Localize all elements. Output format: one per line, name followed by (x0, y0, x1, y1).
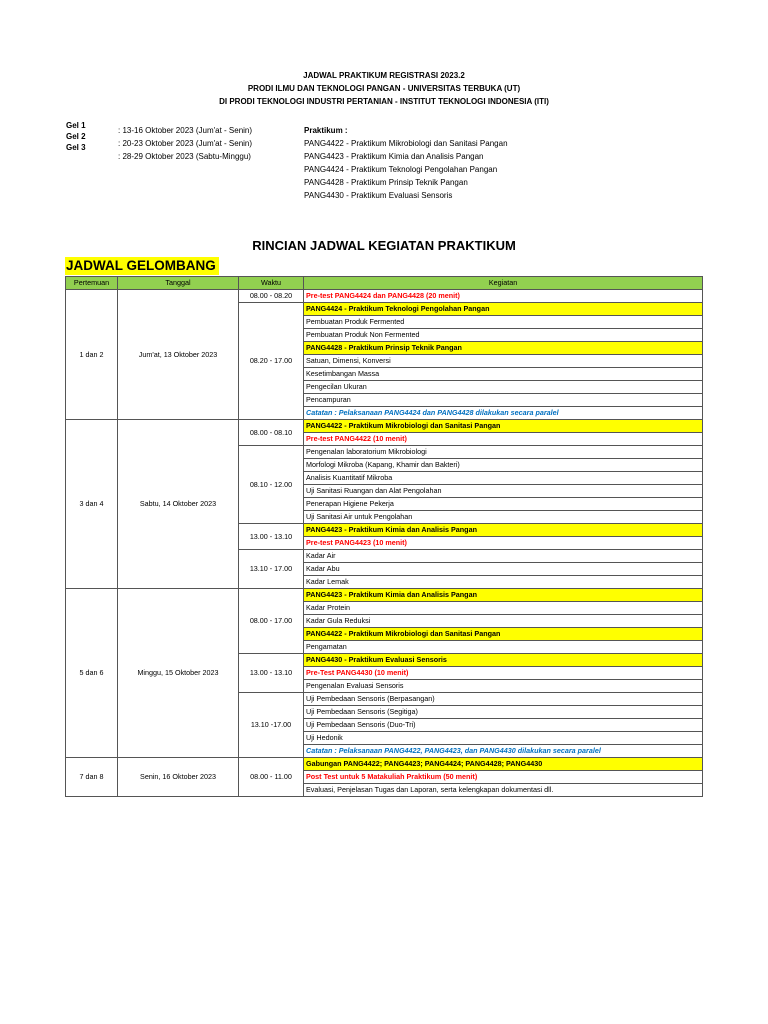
kegiatan-cell: Pre-Test PANG4430 (10 menit) (304, 667, 703, 680)
praktikum-item: PANG4428 - Praktikum Prinsip Teknik Pangan (304, 178, 468, 187)
waktu-cell: 08.00 - 17.00 (239, 589, 304, 654)
kegiatan-cell: Kadar Lemak (304, 576, 703, 589)
waktu-cell: 13.10 -17.00 (239, 693, 304, 758)
pertemuan-cell: 3 dan 4 (66, 420, 118, 589)
col-header-tanggal: Tanggal (118, 277, 239, 290)
kegiatan-cell: Pre-test PANG4424 dan PANG4428 (20 menit) (304, 290, 703, 303)
kegiatan-cell: Kesetimbangan Massa (304, 368, 703, 381)
praktikum-item: PANG4424 - Praktikum Teknologi Pengolahan Pangan (304, 165, 498, 174)
table-row (66, 290, 703, 303)
kegiatan-cell: PANG4424 - Praktikum Teknologi Pengolahan Pangan (304, 303, 703, 316)
kegiatan-cell: Kadar Protein (304, 602, 703, 615)
pertemuan-cell: 7 dan 8 (66, 758, 118, 797)
kegiatan-cell: Uji Pembedaan Sensoris (Segitiga) (304, 706, 703, 719)
kegiatan-cell: Pembuatan Produk Non Fermented (304, 329, 703, 342)
kegiatan-cell: Kadar Abu (304, 563, 703, 576)
kegiatan-cell: Pengecilan Ukuran (304, 381, 703, 394)
waktu-cell: 08.10 - 12.00 (239, 446, 304, 524)
kegiatan-cell: PANG4422 - Praktikum Mikrobiologi dan Sanitasi Pangan (304, 420, 703, 433)
waktu-cell: 08.00 - 11.00 (239, 758, 304, 797)
rincian-title: RINCIAN JADWAL KEGIATAN PRAKTIKUM (252, 238, 516, 253)
tanggal-cell: Sabtu, 14 Oktober 2023 (118, 420, 239, 589)
kegiatan-cell: Morfologi Mikroba (Kapang, Khamir dan Bakteri) (304, 459, 703, 472)
kegiatan-cell: Analisis Kuantitatif Mikroba (304, 472, 703, 485)
gel-1-label: Gel 1 (66, 121, 86, 130)
kegiatan-cell: Catatan : Pelaksanaan PANG4422, PANG4423, dan PANG4430 dilakukan secara paralel (304, 745, 703, 758)
col-header-waktu: Waktu (239, 277, 304, 290)
kegiatan-cell: Uji Pembedaan Sensoris (Berpasangan) (304, 693, 703, 706)
kegiatan-cell: Pengenalan laboratorium Mikrobiologi (304, 446, 703, 459)
kegiatan-cell: Gabungan PANG4422; PANG4423; PANG4424; PANG4428; PANG4430 (304, 758, 703, 771)
gel-2-label: Gel 2 (66, 132, 86, 141)
tanggal-cell: Senin, 16 Oktober 2023 (118, 758, 239, 797)
kegiatan-cell: Pembuatan Produk Fermented (304, 316, 703, 329)
kegiatan-cell: Post Test untuk 5 Matakuliah Praktikum (50 menit) (304, 771, 703, 784)
tanggal-cell: Jum'at, 13 Oktober 2023 (118, 290, 239, 420)
waktu-cell: 08.00 - 08.10 (239, 420, 304, 446)
pertemuan-cell: 5 dan 6 (66, 589, 118, 758)
kegiatan-cell: Kadar Air (304, 550, 703, 563)
kegiatan-cell: Uji Sanitasi Air untuk Pengolahan (304, 511, 703, 524)
gel-3-date: : 28-29 Oktober 2023 (Sabtu-Minggu) (118, 152, 251, 161)
pertemuan-cell: 1 dan 2 (66, 290, 118, 420)
kegiatan-cell: Uji Pembedaan Sensoris (Duo-Tri) (304, 719, 703, 732)
kegiatan-cell: PANG4423 - Praktikum Kimia dan Analisis Pangan (304, 589, 703, 602)
waktu-cell: 13.00 - 13.10 (239, 524, 304, 550)
kegiatan-cell: Penerapan Higiene Pekerja (304, 498, 703, 511)
kegiatan-cell: Pre-test PANG4422 (10 menit) (304, 433, 703, 446)
praktikum-item: PANG4422 - Praktikum Mikrobiologi dan Sanitasi Pangan (304, 139, 508, 148)
gel-1-date: : 13-16 Oktober 2023 (Jum'at - Senin) (118, 126, 253, 135)
kegiatan-cell: Pre-test PANG4423 (10 menit) (304, 537, 703, 550)
kegiatan-cell: Uji Sanitasi Ruangan dan Alat Pengolahan (304, 485, 703, 498)
kegiatan-cell: Evaluasi, Penjelasan Tugas dan Laporan, serta kelengkapan dokumentasi dll. (304, 784, 703, 797)
kegiatan-cell: Kadar Gula Reduksi (304, 615, 703, 628)
table-row (66, 758, 703, 771)
kegiatan-cell: PANG4428 - Praktikum Prinsip Teknik Pangan (304, 342, 703, 355)
praktikum-item: PANG4423 - Praktikum Kimia dan Analisis Pangan (304, 152, 484, 161)
waktu-cell: 13.10 - 17.00 (239, 550, 304, 589)
schedule-table (65, 276, 703, 797)
header-line-1: JADWAL PRAKTIKUM REGISTRASI 2023.2 (303, 71, 465, 80)
kegiatan-cell: Uji Hedonik (304, 732, 703, 745)
table-row (66, 420, 703, 433)
kegiatan-cell: Satuan, Dimensi, Konversi (304, 355, 703, 368)
header-line-3: DI PRODI TEKNOLOGI INDUSTRI PERTANIAN - INSTITUT TEKNOLOGI INDONESIA (ITI) (219, 97, 549, 106)
col-header-pertemuan: Pertemuan (66, 277, 118, 290)
kegiatan-cell: Catatan : Pelaksanaan PANG4424 dan PANG4428 dilakukan secara paralel (304, 407, 703, 420)
kegiatan-cell: PANG4423 - Praktikum Kimia dan Analisis Pangan (304, 524, 703, 537)
praktikum-title: Praktikum : (304, 126, 348, 135)
waktu-cell: 08.00 - 08.20 (239, 290, 304, 303)
kegiatan-cell: Pencampuran (304, 394, 703, 407)
header-line-2: PRODI ILMU DAN TEKNOLOGI PANGAN - UNIVERSITAS TERBUKA (UT) (247, 84, 521, 93)
kegiatan-cell: Pengamatan (304, 641, 703, 654)
kegiatan-cell: PANG4430 - Praktikum Evaluasi Sensoris (304, 654, 703, 667)
gel-2-date: : 20-23 Oktober 2023 (Jum'at - Senin) (118, 139, 253, 148)
waktu-cell: 13.00 - 13.10 (239, 654, 304, 693)
kegiatan-cell: Pengenalan Evaluasi Sensoris (304, 680, 703, 693)
waktu-cell: 08.20 - 17.00 (239, 303, 304, 420)
table-row (66, 589, 703, 602)
kegiatan-cell: PANG4422 - Praktikum Mikrobiologi dan Sanitasi Pangan (304, 628, 703, 641)
table-header-row (66, 277, 703, 290)
wave-title: JADWAL GELOMBANG (65, 257, 219, 275)
gel-3-label: Gel 3 (66, 143, 86, 152)
praktikum-item: PANG4430 - Praktikum Evaluasi Sensoris (304, 191, 453, 200)
tanggal-cell: Minggu, 15 Oktober 2023 (118, 589, 239, 758)
col-header-kegiatan: Kegiatan (304, 277, 703, 290)
